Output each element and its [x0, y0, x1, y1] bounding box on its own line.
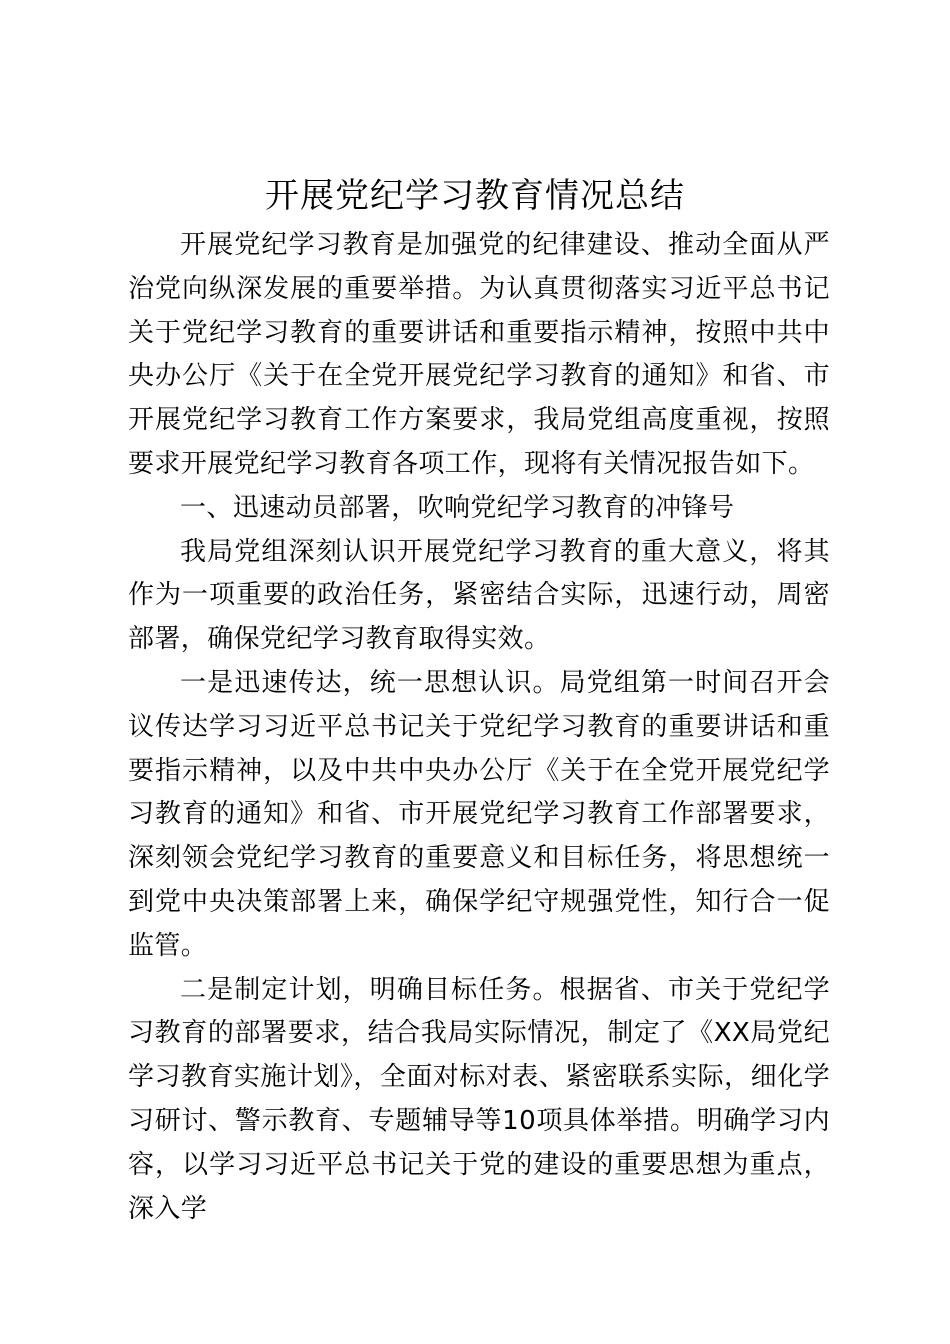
point-1-paragraph: 一是迅速传达，统一思想认识。局党组第一时间召开会议传达学习习近平总书记关于党纪学习教育的重要讲话和重要指示精神，以及中共中央办公厅《关于在全党开展党纪学习教育的通知》和省、市开展党纪学习教育工作部署要求，深刻领会党纪学习教育的重要意义和目标任务，将思想统一到党中央决策部署上来，确保学纪守规强党性，知行合一促监管。	[128, 667, 830, 961]
point-2-paragraph: 二是制定计划，明确目标任务。根据省、市关于党纪学习教育的部署要求，结合我局实际情况，制定了《XX局党纪学习教育实施计划》，全面对标对表、紧密联系实际，细化学习研讨、警示教育、专题辅导等10项具体举措。明确学习内容，以学习习近平总书记关于党的建设的重要思想为重点，深入学	[128, 974, 830, 1224]
document-title: 开展党纪学习教育情况总结	[265, 176, 685, 216]
document-body	[128, 224, 830, 1231]
section-heading-1: 一、迅速动员部署，吹响党纪学习教育的冲锋号	[180, 492, 735, 523]
intro-paragraph: 开展党纪学习教育是加强党的纪律建设、推动全面从严治党向纵深发展的重要举措。为认真贯彻落实习近平总书记关于党纪学习教育的重要讲话和重要指示精神，按照中共中央办公厅《关于在全党开展党纪学习教育的通知》和省、市开展党纪学习教育工作方案要求，我局党组高度重视，按照要求开展党纪学习教育各项工作，现将有关情况报告如下。	[128, 230, 830, 479]
section-1-paragraph: 我局党组深刻认识开展党纪学习教育的重大意义，将其作为一项重要的政治任务，紧密结合实际，迅速行动，周密部署，确保党纪学习教育取得实效。	[128, 536, 830, 655]
